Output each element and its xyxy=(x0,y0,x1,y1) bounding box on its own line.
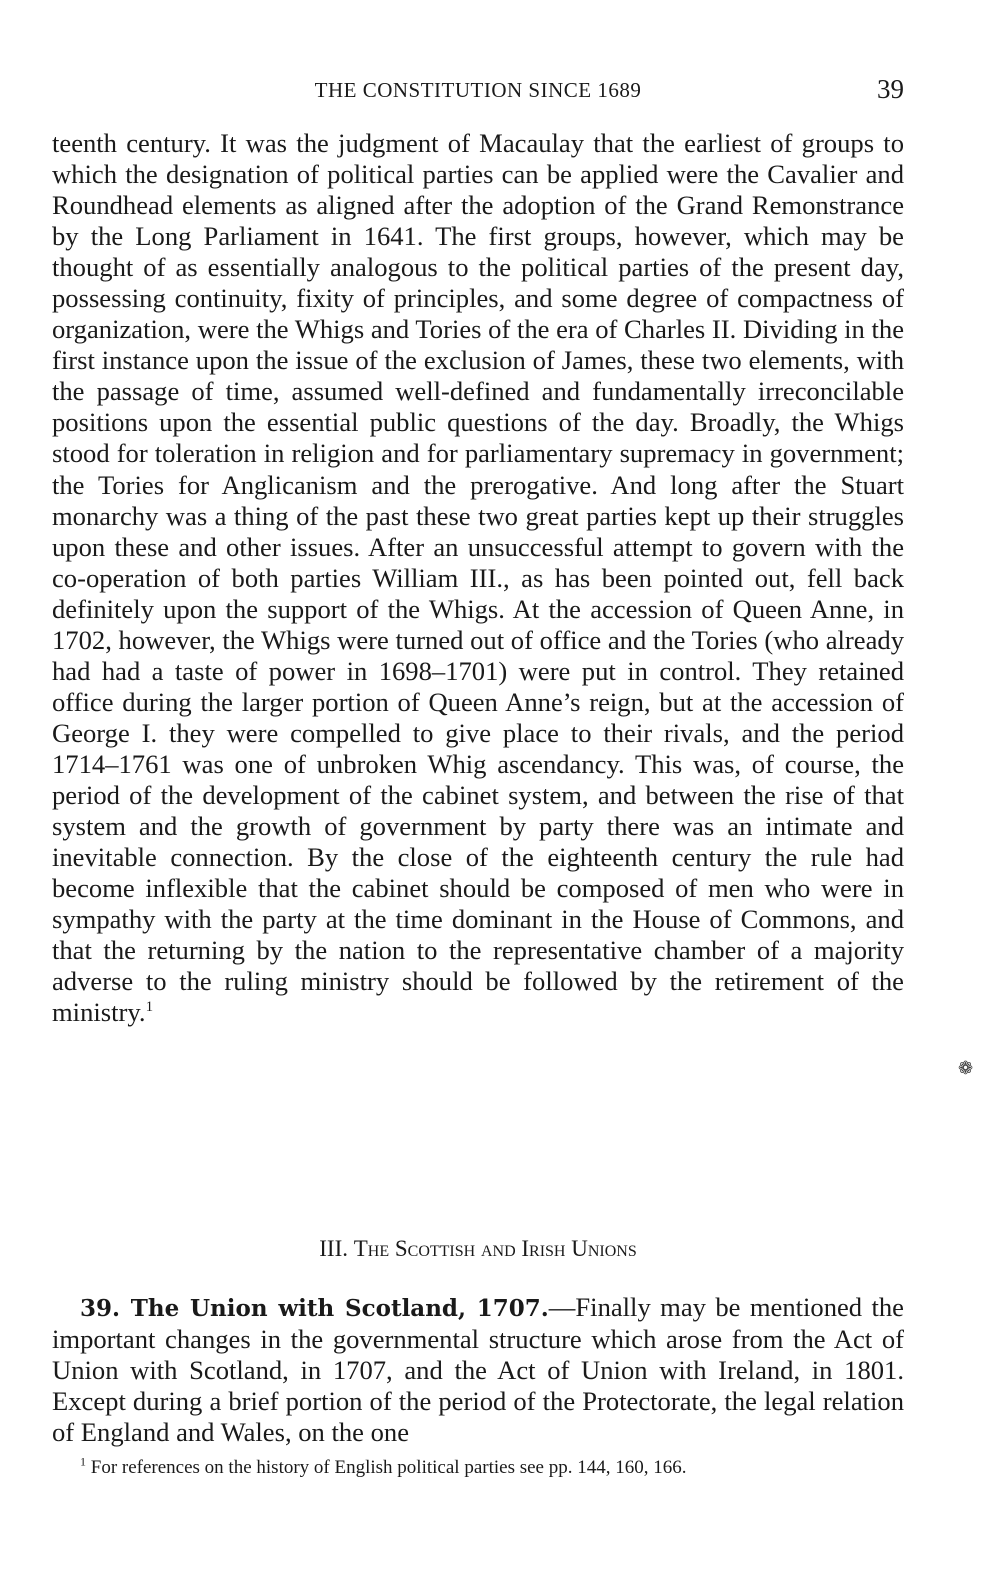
footnote xyxy=(80,1456,904,1480)
section-paragraph xyxy=(52,1292,904,1448)
paragraph-heading: 39. The Union with Scotland, 1707. xyxy=(80,1295,549,1322)
footnote-number: 1 xyxy=(80,1454,86,1469)
page-number: 39 xyxy=(877,74,904,104)
margin-ornament-icon: ❁ xyxy=(958,1058,974,1078)
section-title: The Scottish and Irish Unions xyxy=(353,1236,637,1261)
section-numeral: III. xyxy=(319,1236,348,1261)
footnote-text: For references on the history of English political parties see pp. 144, 160, 166. xyxy=(90,1457,687,1478)
section-paragraph-text: —Finally may be mentioned the important changes in the governmental structure which arose from the Act of Union with Scotland, in 1707, and the Act of Union with Ireland, in 1801. Except during a brief portion of the period of the Protectorate, the legal relation of England and Wales, on the one xyxy=(52,1292,904,1448)
section-heading xyxy=(52,1236,904,1262)
running-head xyxy=(52,74,904,108)
body-paragraph xyxy=(52,128,904,1028)
body-paragraph-text: teenth century. It was the judgment of Macaulay that the earliest of groups to which the designation of political parties can be applied were the Cavalier and Roundhead elements as aligned after the adoption of the Grand Remonstrance by the Long Parliament in 1641. The first groups, however, which may be thought of as essentially analogous to the political parties of the present day, possessing continuity, fixity of principles, and some degree of compactness of organization, were the Whigs and Tories of the era of Charles II. Dividing in the first instance upon the issue of the exclusion of James, these two elements, with the passage of time, assumed well-defined and fundamentally irreconcilable positions upon the essential public questions of the day. Broadly, the Whigs stood for toleration in religion and for parliamentary supremacy in government; the Tories for Anglicanism and the prerogative. And long after the Stuart monarchy was a thing of the past these two great parties kept up their struggles upon these and other issues. After an unsuccessful attempt to govern with the co-operation of both parties William III., as has been pointed out, fell back definitely upon the support of the Whigs. At the accession of Queen Anne, in 1702, however, the Whigs were turned out of office and the Tories (who already had had a taste of power in 1698–1701) were put in control. They retained office during the larger portion of Queen Anne’s reign, but at the accession of George I. they were compelled to give place to their rivals, and the period 1714–1761 was one of unbroken Whig ascendancy. This was, of course, the period of the development of the cabinet system, and between the rise of that system and the growth of government by party there was an intimate and inevitable connection. By the close of the eighteenth century the rule had become inflexible that the cabinet should be composed of men who were in sympathy with the party at the time dominant in the House of Commons, and that the returning by the nation to the representative chamber of a majority adverse to the ruling ministry should be followed by the retirement of the ministry. xyxy=(52,128,904,1028)
footnote-reference: 1 xyxy=(145,999,154,1016)
running-title: THE CONSTITUTION SINCE 1689 xyxy=(314,78,642,102)
